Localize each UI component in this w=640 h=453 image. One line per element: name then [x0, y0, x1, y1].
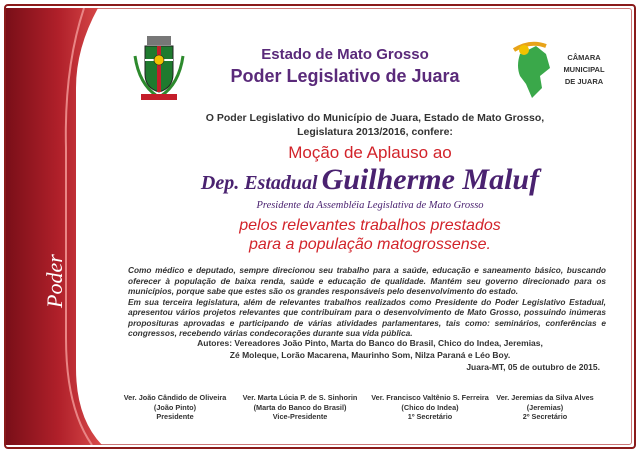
signature-name: Ver. Marta Lúcia P. de S. Sinhorin — [242, 393, 358, 402]
signature-title: 2º Secretário — [522, 412, 568, 421]
intro-line1: O Poder Legislativo do Município de Juara, Estado de Mato Grosso, — [205, 112, 545, 124]
signature-block — [110, 393, 240, 422]
header-legislative-body: Poder Legislativo de Juara — [230, 66, 460, 86]
camara-line2: MUNICIPAL — [563, 65, 605, 74]
signature-nickname: (Chico do Indea) — [401, 402, 459, 412]
signature-title: 1º Secretário — [407, 412, 453, 421]
body-paragraph-1: Como médico e deputado, sempre direcionou seu trabalho para a saúde, educação e saneamento básico, buscando oferecer à população de baixa renda, saúde e educação de qualidade. Mantém seu governo direcionado para os municípios, porque sabe que estes são os grandes responsáveis pelo desenvolvimento do estado. — [128, 265, 606, 296]
signature-nickname: (Jeremias) — [526, 402, 564, 412]
signature-name: Ver. Francisco Valtênio S. Ferreira — [371, 393, 489, 402]
authors — [170, 337, 570, 361]
signature-nickname: (João Pinto) — [153, 402, 197, 412]
camara-line3: DE JUARA — [564, 77, 604, 86]
intro-line2: Legislatura 2013/2016, confere: — [297, 126, 453, 138]
sidebar-poder-text: Poder — [42, 254, 67, 308]
honoree-role: Presidente da Assembléia Legislativa de Mato Grosso — [256, 200, 484, 211]
signature-title: Presidente — [156, 412, 194, 421]
intro-text — [150, 111, 600, 139]
sidebar-legislativo-text: Legislativo — [73, 143, 130, 380]
camara-line1: CÂMARA — [567, 53, 601, 62]
reason-line1: pelos relevantes trabalhos prestados — [239, 217, 501, 234]
body-paragraph-2: Em sua terceira legislatura, além de relevantes trabalhos realizados como Presidente do Poder Legislativo Estadual, apresentou vários projetos relevantes que contribuiram para o desenvolvimento de Mato Grosso, possuindo inúmeras proposituras aprovadas e participando de várias atividades parlamentares, tais como: seminários, conferências e congressos, recebendo várias condecorações durante sua vida pública. — [128, 296, 606, 338]
juara-crest-logo — [133, 36, 185, 102]
body-text — [128, 265, 606, 339]
award-reason — [150, 216, 590, 254]
signature-block — [480, 393, 610, 422]
signature-title: Vice-Presidente — [272, 412, 328, 421]
signature-block — [235, 393, 365, 422]
reason-line2: para a população matogrossense. — [249, 236, 491, 253]
sidebar-banner — [6, 8, 130, 445]
honoree — [140, 163, 600, 197]
mato-grosso-map-icon — [510, 40, 560, 100]
honoree-name: Guilherme Maluf — [321, 163, 540, 196]
header-state: Estado de Mato Grosso — [261, 46, 429, 63]
camara-logo-text — [560, 52, 608, 88]
certificate-title: Moção de Aplauso ao — [288, 143, 452, 162]
signature-nickname: (Marta do Banco do Brasil) — [253, 402, 347, 412]
camara-municipal-logo — [510, 40, 610, 100]
signatures — [110, 393, 610, 433]
honoree-prefix: Dep. Estadual — [200, 172, 318, 194]
authors-line2: Zé Moleque, Lorão Macarena, Maurinho Som, Nilza Paraná e Léo Boy. — [229, 350, 511, 360]
signature-block — [365, 393, 495, 422]
issue-date: Juara-MT, 05 de outubro de 2015. — [466, 362, 600, 372]
authors-line1: Autores: Vereadores João Pinto, Marta do Banco do Brasil, Chico do Indea, Jeremias, — [197, 338, 543, 348]
signature-name: Ver. João Cândido de Oliveira — [123, 393, 227, 402]
signature-name: Ver. Jeremias da Silva Alves — [496, 393, 594, 402]
